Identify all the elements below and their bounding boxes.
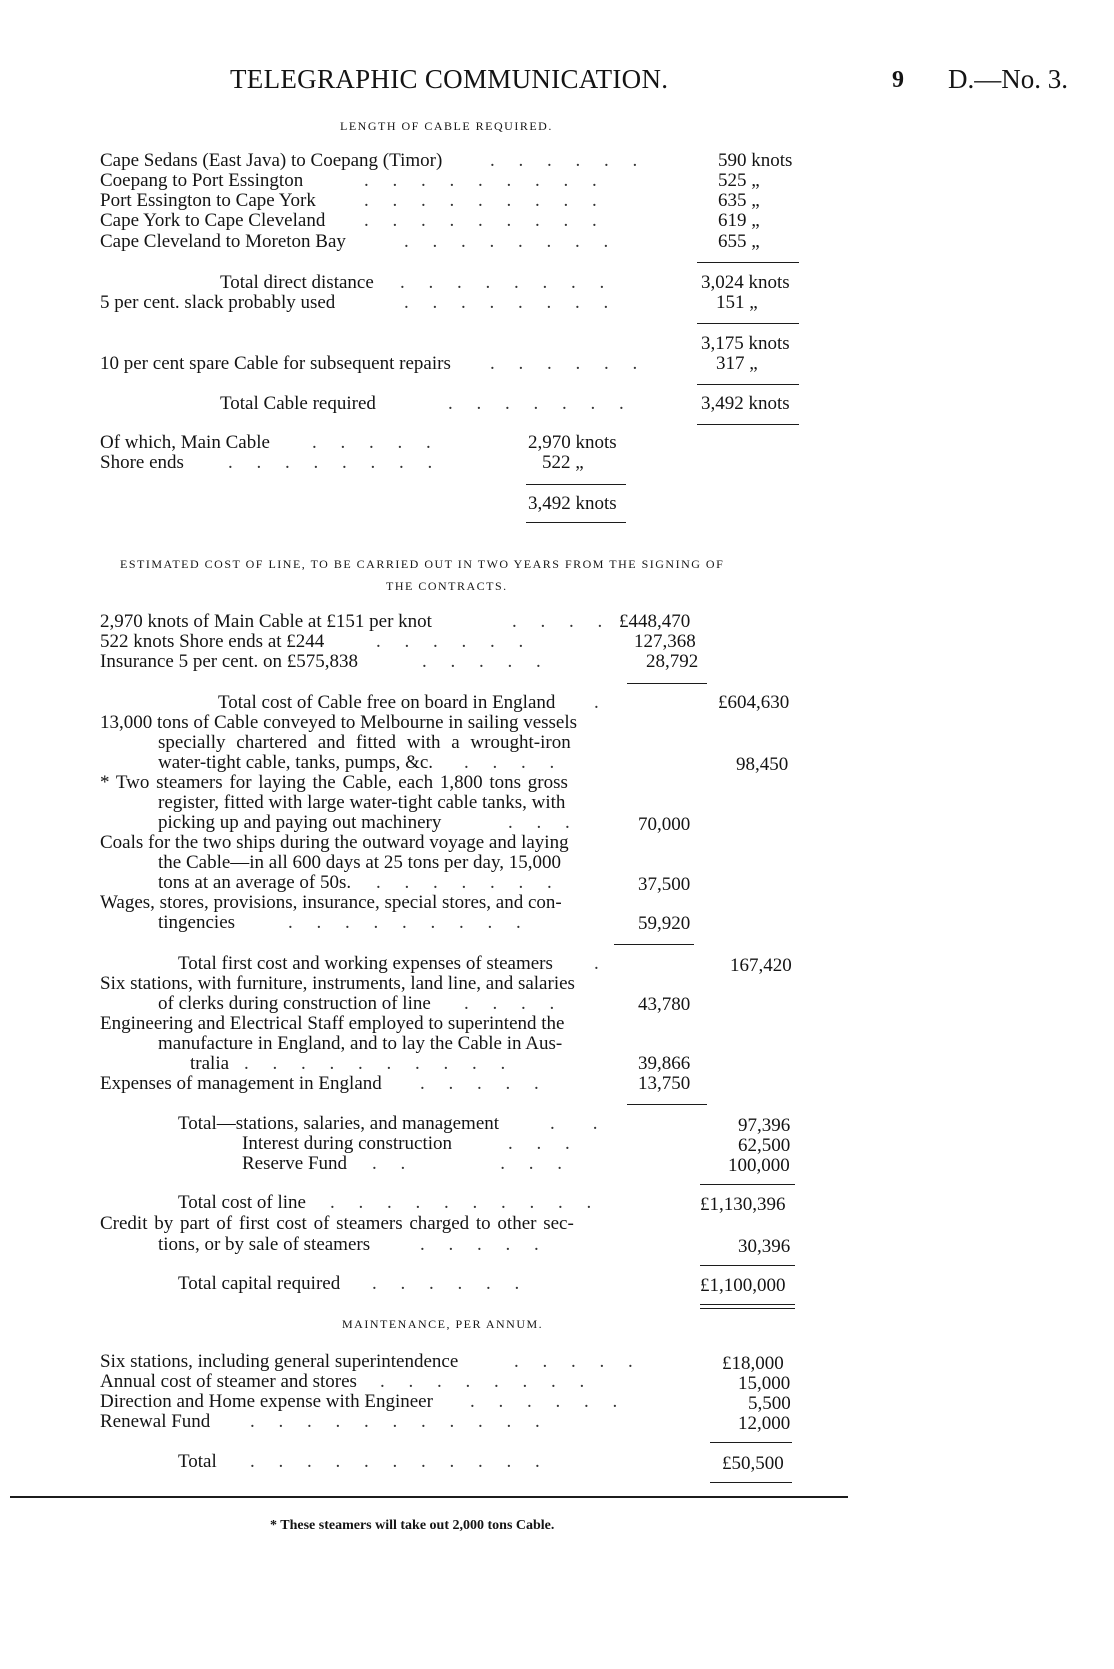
coals-line: the Cable—in all 600 days at 25 tons per day, 15,000 <box>158 852 561 873</box>
dot-leader: . . . . . . . . <box>404 292 609 313</box>
dot-leader: . . . . . . . . . . . <box>250 1411 540 1432</box>
dot-leader: . . . . . . . . . <box>288 912 521 933</box>
dot-leader: . . . . . <box>420 1073 539 1094</box>
dot-leader: . . . . . . . . <box>380 1371 585 1392</box>
stations-value: 43,780 <box>638 994 691 1015</box>
dot-leader: . . . . <box>464 752 555 773</box>
sum-rule <box>700 1265 795 1266</box>
capital-value: £1,100,000 <box>700 1275 786 1296</box>
route-value: 619 „ <box>718 210 760 231</box>
wages-value: 59,920 <box>638 913 691 934</box>
maintenance-item-label: Six stations, including general superintendence <box>100 1351 459 1372</box>
dot-leader: . . . . . . . . . . <box>244 1053 506 1074</box>
maintenance-item-label: Direction and Home expense with Engineer <box>100 1391 433 1412</box>
dot-leader: . . . . . <box>372 1153 562 1174</box>
cable-total-value: £604,630 <box>718 692 790 713</box>
footnote: * These steamers will take out 2,000 tons Cable. <box>270 1518 555 1533</box>
engineering-line: Engineering and Electrical Staff employed to superintend the <box>100 1013 565 1034</box>
sum-rule <box>697 262 799 263</box>
dot-leader: . . . . . . <box>376 631 524 652</box>
split-total-value: 3,492 knots <box>528 493 617 514</box>
dot-leader: . . . . . . <box>490 353 638 374</box>
route-value: 590 knots <box>718 150 793 171</box>
dot-leader: . . . . . . . <box>448 393 624 414</box>
engineering-line: tralia <box>190 1053 230 1074</box>
route-label: Cape Cleveland to Moreton Bay <box>100 231 346 252</box>
maintenance-item-value: £18,000 <box>722 1353 784 1374</box>
dot-leader: . <box>594 953 599 974</box>
coals-value: 37,500 <box>638 874 691 895</box>
capital-label: Total capital required <box>178 1273 341 1294</box>
conveyance-line: water-tight cable, tanks, pumps, &c. <box>158 752 434 773</box>
credit-line: Credit by part of first cost of steamers charged to other sec- <box>100 1213 574 1234</box>
page-divider <box>10 1496 848 1498</box>
reserve-value: 100,000 <box>728 1155 790 1176</box>
sum-rule <box>614 944 694 945</box>
dot-leader: . . . . . . . . . <box>364 210 597 231</box>
cost-main-cable-value: £448,470 <box>619 611 691 632</box>
steamers-line: * Two steamers for laying the Cable, each 1,800 tons gross <box>100 772 568 793</box>
dot-leader: . . . . . . . . . <box>364 170 597 191</box>
dot-leader: . . . . . . . . <box>400 272 605 293</box>
dot-leader: . . . . . . <box>470 1391 618 1412</box>
section-heading-estimated-cost: ESTIMATED COST OF LINE, TO BE CARRIED OUT IN TWO YEARS FROM THE SIGNING OF <box>120 557 725 571</box>
spare-cable-label: 10 per cent spare Cable for subsequent repairs <box>100 353 451 374</box>
cost-shore-ends-label: 522 knots Shore ends at £244 <box>100 631 325 652</box>
dot-leader: . . . . . . . . . <box>364 190 597 211</box>
dot-leader: . . . . <box>464 993 555 1014</box>
ssm-total-label: Total—stations, salaries, and management <box>178 1113 500 1134</box>
engineering-line: manufacture in England, and to lay the Cable in Aus- <box>158 1033 563 1054</box>
document-reference: D.—No. 3. <box>948 64 1068 94</box>
dot-leader: . . . . . <box>514 1351 633 1372</box>
sum-rule <box>526 522 626 523</box>
dot-leader: . . <box>550 1113 598 1134</box>
interest-label: Interest during construction <box>242 1133 453 1154</box>
sum-rule <box>700 1184 795 1185</box>
dot-leader: . . . . . <box>422 651 541 672</box>
coals-line: tons at an average of 50s. <box>158 872 352 893</box>
total-required-label: Total Cable required <box>220 393 376 414</box>
line-total-label: Total cost of line <box>178 1192 306 1213</box>
shore-ends-label: Shore ends <box>100 452 184 473</box>
total-direct-label: Total direct distance <box>220 272 374 293</box>
page-title: TELEGRAPHIC COMMUNICATION. <box>230 64 669 94</box>
shore-ends-value: 522 „ <box>542 452 584 473</box>
sum-rule <box>627 683 707 684</box>
line-total-value: £1,130,396 <box>700 1194 786 1215</box>
slack-label: 5 per cent. slack probably used <box>100 292 336 313</box>
cost-shore-ends-value: 127,368 <box>634 631 696 652</box>
route-label: Coepang to Port Essington <box>100 170 304 191</box>
conveyance-value: 98,450 <box>736 754 789 775</box>
spare-cable-value: 317 „ <box>716 353 758 374</box>
stations-line: Six stations, with furniture, instruments, land line, and salaries <box>100 973 575 994</box>
dot-leader: . . . . . . . . . . <box>330 1192 592 1213</box>
page-number: 9 <box>892 67 904 93</box>
dot-leader: . . . . . <box>420 1234 539 1255</box>
ssm-total-value: 97,396 <box>738 1115 791 1136</box>
maintenance-item-label: Renewal Fund <box>100 1411 211 1432</box>
sum-rule <box>697 424 799 425</box>
total-required-value: 3,492 knots <box>701 393 790 414</box>
sum-rule <box>526 484 626 485</box>
maintenance-item-value: 12,000 <box>738 1413 791 1434</box>
dot-leader: . . . . . . <box>372 1273 520 1294</box>
dot-leader: . . . . . . . . <box>228 452 433 473</box>
route-value: 655 „ <box>718 231 760 252</box>
steamers-value: 70,000 <box>638 814 691 835</box>
section-heading-maintenance: MAINTENANCE, PER ANNUM. <box>342 1317 544 1331</box>
cost-insurance-label: Insurance 5 per cent. on £575,838 <box>100 651 359 672</box>
route-label: Port Essington to Cape York <box>100 190 316 211</box>
credit-value: 30,396 <box>738 1236 791 1257</box>
route-label: Cape Sedans (East Java) to Coepang (Timor) <box>100 150 443 171</box>
maintenance-item-value: 5,500 <box>748 1393 791 1414</box>
dot-leader: . . . <box>508 812 570 833</box>
main-cable-value: 2,970 knots <box>528 432 617 453</box>
section-heading-cable-length: LENGTH OF CABLE REQUIRED. <box>340 119 553 133</box>
cable-total-label: Total cost of Cable free on board in England <box>218 692 556 713</box>
dot-leader: . <box>594 692 599 713</box>
management-value: 13,750 <box>638 1073 691 1094</box>
sum-rule <box>697 384 799 385</box>
sum-rule <box>710 1442 792 1443</box>
engineering-value: 39,866 <box>638 1053 691 1074</box>
maintenance-total-value: £50,500 <box>722 1453 784 1474</box>
maintenance-item-value: 15,000 <box>738 1373 791 1394</box>
steamers-line: picking up and paying out machinery <box>158 812 442 833</box>
sum-rule <box>700 1304 795 1305</box>
dot-leader: . . . <box>508 1133 570 1154</box>
sum-rule <box>700 1308 795 1309</box>
steamers-total-label: Total first cost and working expenses of steamers <box>178 953 553 974</box>
route-value: 635 „ <box>718 190 760 211</box>
coals-line: Coals for the two ships during the outward voyage and laying <box>100 832 569 853</box>
stations-line: of clerks during construction of line <box>158 993 431 1014</box>
steamers-line: register, fitted with large water-tight cable tanks, with <box>158 792 566 813</box>
total-direct-value: 3,024 knots <box>701 272 790 293</box>
maintenance-item-label: Annual cost of steamer and stores <box>100 1371 357 1392</box>
conveyance-line: 13,000 tons of Cable conveyed to Melbourne in sailing vessels <box>100 712 578 733</box>
section-heading-estimated-cost-line2: THE CONTRACTS. <box>386 579 508 593</box>
reserve-label: Reserve Fund <box>242 1153 348 1174</box>
dot-leader: . . . . . . <box>490 150 638 171</box>
maintenance-total-label: Total <box>178 1451 217 1472</box>
management-label: Expenses of management in England <box>100 1073 382 1094</box>
slack-value: 151 „ <box>716 292 758 313</box>
wages-line: Wages, stores, provisions, insurance, special stores, and con- <box>100 892 562 913</box>
dot-leader: . . . . . . . . . . . <box>250 1451 540 1472</box>
cost-insurance-value: 28,792 <box>646 651 699 672</box>
cost-main-cable-label: 2,970 knots of Main Cable at £151 per knot <box>100 611 432 632</box>
dot-leader: . . . . . . . <box>376 872 552 893</box>
sum-rule <box>697 323 799 324</box>
dot-leader: . . . . <box>512 611 603 632</box>
route-value: 525 „ <box>718 170 760 191</box>
dot-leader: . . . . . <box>312 432 431 453</box>
steamers-total-value: 167,420 <box>730 955 792 976</box>
conveyance-line: specially chartered and fitted with a wrought-iron <box>158 732 571 753</box>
route-label: Cape York to Cape Cleveland <box>100 210 326 231</box>
sum-rule <box>710 1482 792 1483</box>
main-cable-label: Of which, Main Cable <box>100 432 270 453</box>
interest-value: 62,500 <box>738 1135 791 1156</box>
wages-line: tingencies <box>158 912 236 933</box>
credit-line: tions, or by sale of steamers <box>158 1234 371 1255</box>
dot-leader: . . . . . . . . <box>404 231 609 252</box>
subtotal-value: 3,175 knots <box>701 333 790 354</box>
sum-rule <box>627 1104 707 1105</box>
